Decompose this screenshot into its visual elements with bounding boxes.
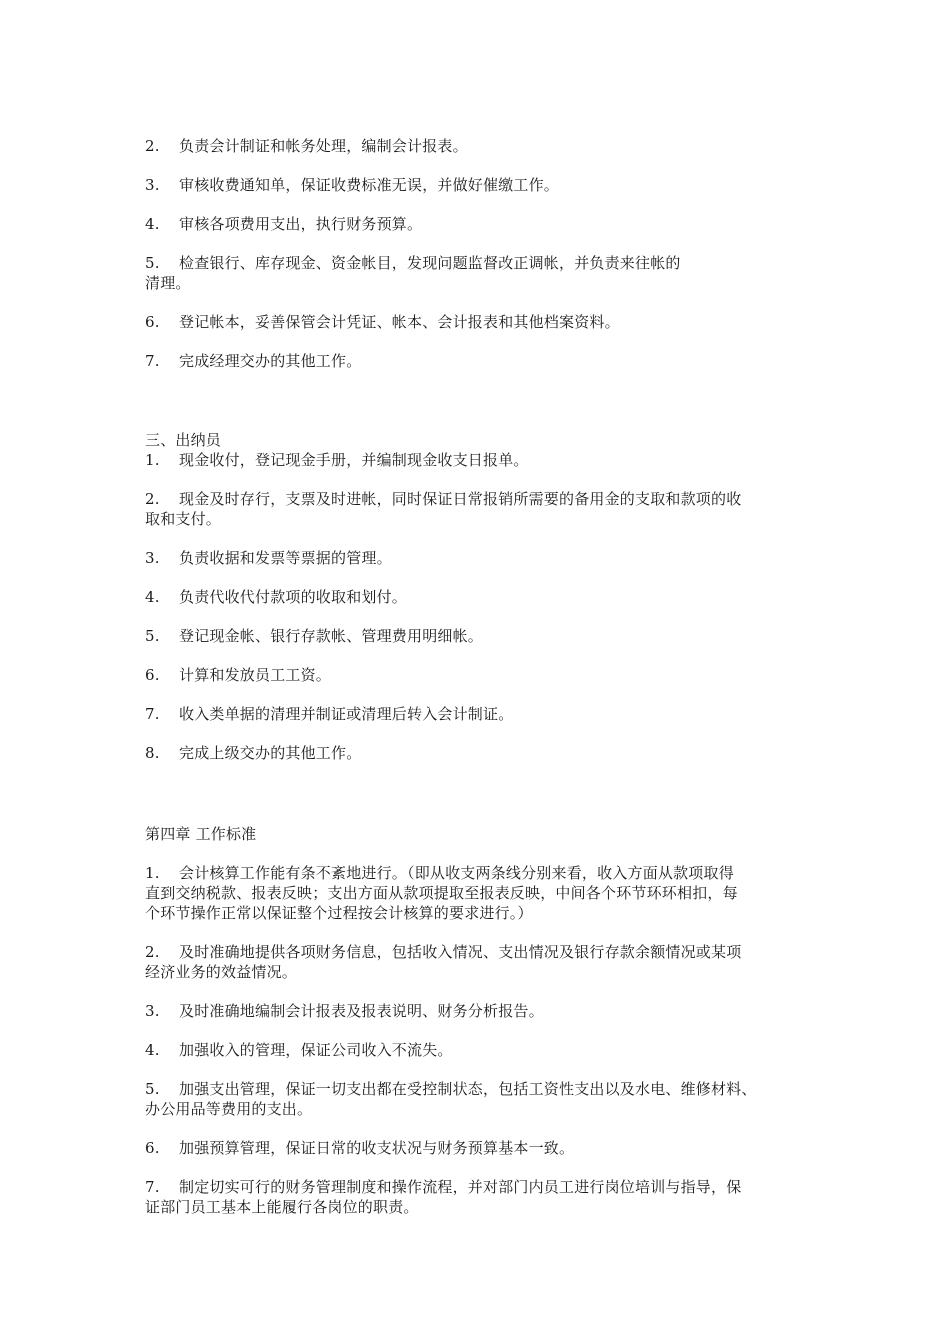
list-item: 3. 及时准确地编制会计报表及报表说明、财务分析报告。 — [145, 1002, 544, 1020]
accountant-duties-list — [145, 136, 815, 371]
list-item: 4. 负责代收代付款项的收取和划付。 — [145, 588, 408, 606]
work-standards-chapter — [145, 824, 815, 1217]
list-item: 7. 收入类单据的清理并制证或清理后转入会计制证。 — [145, 705, 514, 723]
list-item: 7. 制定切实可行的财务管理制度和操作流程，并对部门内员工进行岗位培训与指导，保 证部门员工基本上能履行各岗位的职责。 — [145, 1178, 742, 1216]
list-item: 6. 登记帐本，妥善保管会计凭证、帐本、会计报表和其他档案资料。 — [145, 313, 620, 331]
section-heading: 三、出纳员 — [145, 431, 222, 449]
list-item: 5. 检查银行、库存现金、资金帐目，发现问题监督改正调帐，并负责来往帐的 清理。 — [145, 254, 681, 292]
list-item: 2. 负责会计制证和帐务处理，编制会计报表。 — [145, 137, 468, 155]
chapter-heading: 第四章 工作标准 — [145, 825, 257, 843]
list-item: 1. 会计核算工作能有条不紊地进行。（即从收支两条线分别来看，收入方面从款项取得 直到交纳税款、报表反映；支出方面从款项提取至报表反映，中间各个环节环环相扣，每 个环节操作正常以保证整个过程按会计核算的要求进行。） — [145, 864, 738, 922]
list-item: 2. 现金及时存行，支票及时进帐，同时保证日常报销所需要的备用金的支取和款项的收 取和支付。 — [145, 490, 742, 528]
list-item: 5. 加强支出管理，保证一切支出都在受控制状态，包括工资性支出以及水电、维修材料、 办公用品等费用的支出。 — [145, 1080, 757, 1118]
list-item: 1. 现金收付，登记现金手册，并编制现金收支日报单。 — [145, 451, 529, 469]
list-item: 7. 完成经理交办的其他工作。 — [145, 352, 362, 370]
cashier-section — [145, 430, 815, 763]
list-item: 3. 审核收费通知单，保证收费标准无误，并做好催缴工作。 — [145, 176, 560, 194]
list-item: 5. 登记现金帐、银行存款帐、管理费用明细帐。 — [145, 627, 484, 645]
list-item: 3. 负责收据和发票等票据的管理。 — [145, 549, 392, 567]
list-item: 4. 审核各项费用支出，执行财务预算。 — [145, 215, 423, 233]
list-item: 4. 加强收入的管理，保证公司收入不流失。 — [145, 1041, 453, 1059]
document-page — [145, 136, 815, 1236]
list-item: 8. 完成上级交办的其他工作。 — [145, 744, 362, 762]
list-item: 6. 计算和发放员工工资。 — [145, 666, 332, 684]
list-item: 6. 加强预算管理，保证日常的收支状况与财务预算基本一致。 — [145, 1139, 575, 1157]
list-item: 2. 及时准确地提供各项财务信息，包括收入情况、支出情况及银行存款余额情况或某项 经济业务的效益情况。 — [145, 943, 742, 981]
